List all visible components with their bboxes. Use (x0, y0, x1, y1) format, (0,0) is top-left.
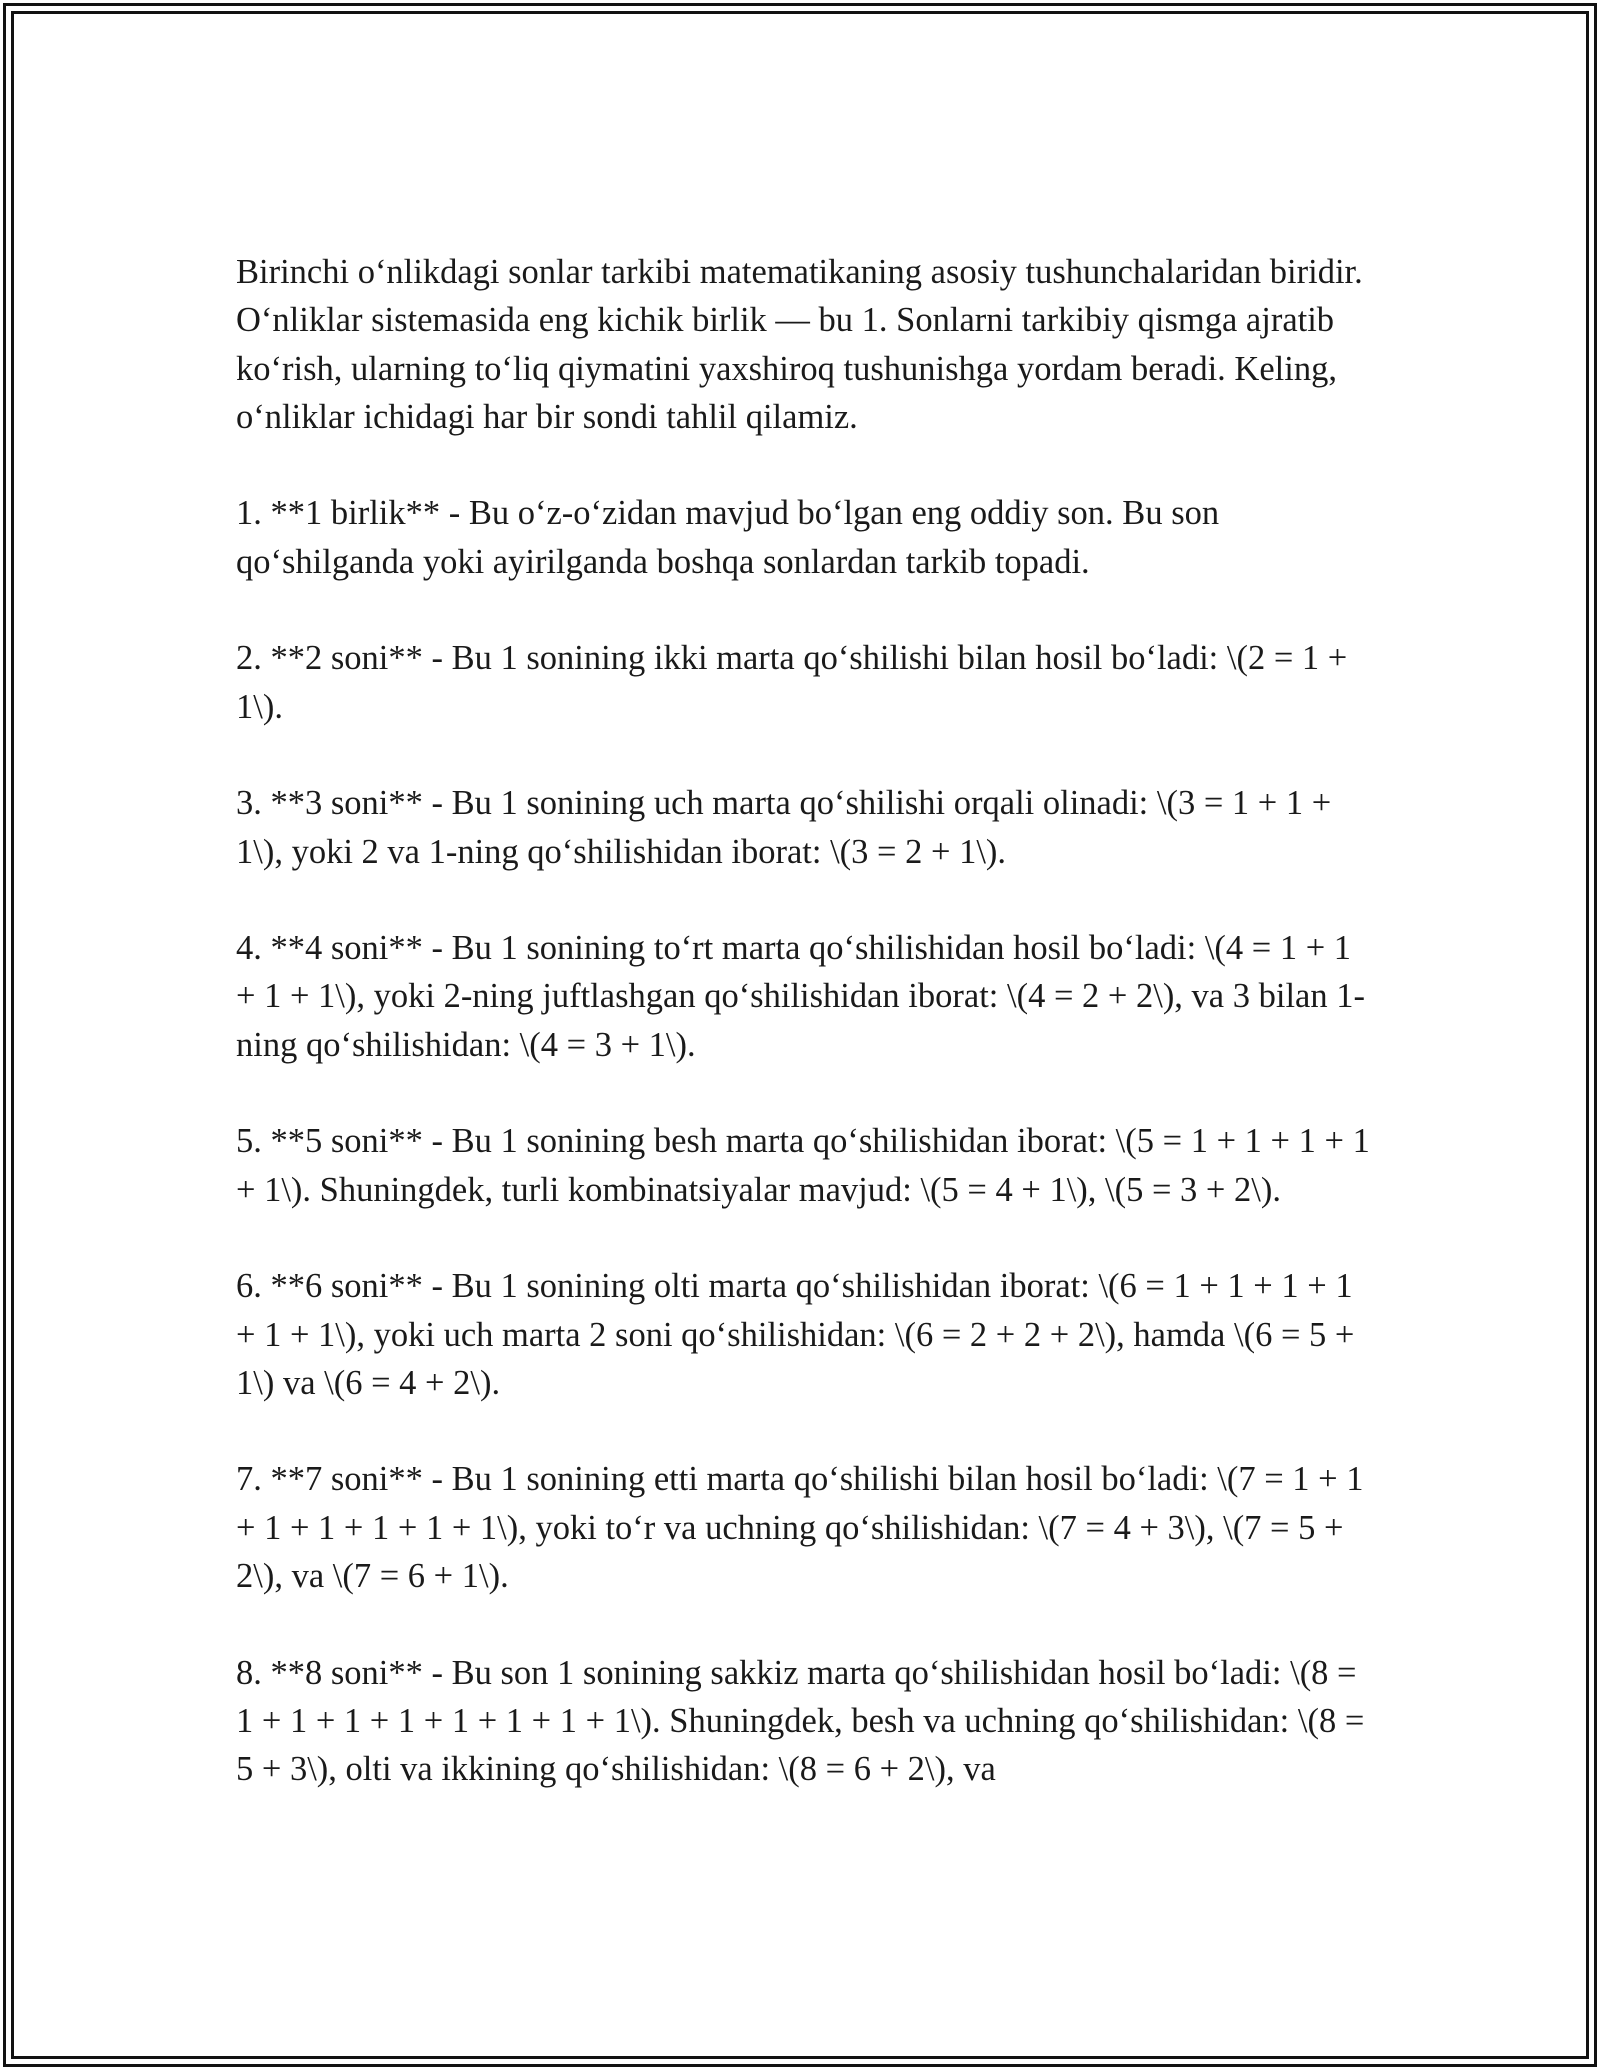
list-item-4: 4. **4 soni** - Bu 1 sonining to‘rt marta qo‘shilishidan hosil bo‘ladi: \(4 = 1 + 1 + 1 + 1\), yoki 2-ning juftlashgan qo‘shilishidan iborat: \(4 = 2 + 2\), va 3 bilan 1-ning qo‘shilishidan: \(4 = 3 + 1\). (236, 929, 1365, 1064)
document-body (236, 248, 1376, 1842)
list-item-3: 3. **3 soni** - Bu 1 sonining uch marta qo‘shilishi orqali olinadi: \(3 = 1 + 1 + 1\), yoki 2 va 1-ning qo‘shilishidan iborat: \(3 = 2 + 1\). (236, 784, 1332, 871)
intro-paragraph: Birinchi o‘nlikdagi sonlar tarkibi matematikaning asosiy tushunchalaridan biridir. O‘nliklar sistemasida eng kichik birlik — bu 1. Sonlarni tarkibiy qismga ajratib ko‘rish, ularning to‘liq qiymatini yaxshiroq tushunishga yordam beradi. Keling, o‘nliklar ichidagi har bir sondi tahlil qilamiz. (236, 253, 1363, 436)
list-item-5: 5. **5 soni** - Bu 1 sonining besh marta qo‘shilishidan iborat: \(5 = 1 + 1 + 1 + 1 + 1\). Shuningdek, turli kombinatsiyalar mavjud: \(5 = 4 + 1\), \(5 = 3 + 2\). (236, 1122, 1370, 1209)
list-item-8: 8. **8 soni** - Bu son 1 sonining sakkiz marta qo‘shilishidan hosil bo‘ladi: \(8 = 1 + 1 + 1 + 1 + 1 + 1 + 1 + 1\). Shuningdek, besh va uchning qo‘shilishidan: \(8 = 5 + 3\), olti va ikkining qo‘shilishidan: \(8 = 6 + 2\), va (236, 1653, 1365, 1789)
list-item-6: 6. **6 soni** - Bu 1 sonining olti marta qo‘shilishidan iborat: \(6 = 1 + 1 + 1 + 1 + 1 + 1\), yoki uch marta 2 soni qo‘shilishidan: \(6 = 2 + 2 + 2\), hamda \(6 = 5 + 1\) va \(6 = 4 + 2\). (236, 1267, 1355, 1402)
list-item-1: 1. **1 birlik** - Bu o‘z-o‘zidan mavjud bo‘lgan eng oddiy son. Bu son qo‘shilganda yoki ayirilganda boshqa sonlardan tarkib topadi. (236, 494, 1220, 581)
list-item-2: 2. **2 soni** - Bu 1 sonining ikki marta qo‘shilishi bilan hosil bo‘ladi: \(2 = 1 + 1\). (236, 639, 1348, 726)
list-item-7: 7. **7 soni** - Bu 1 sonining etti marta qo‘shilishi bilan hosil bo‘ladi: \(7 = 1 + 1 + 1 + 1 + 1 + 1 + 1\), yoki to‘r va uchning qo‘shilishidan: \(7 = 4 + 3\), \(7 = 5 + 2\), va \(7 = 6 + 1\). (236, 1460, 1364, 1596)
